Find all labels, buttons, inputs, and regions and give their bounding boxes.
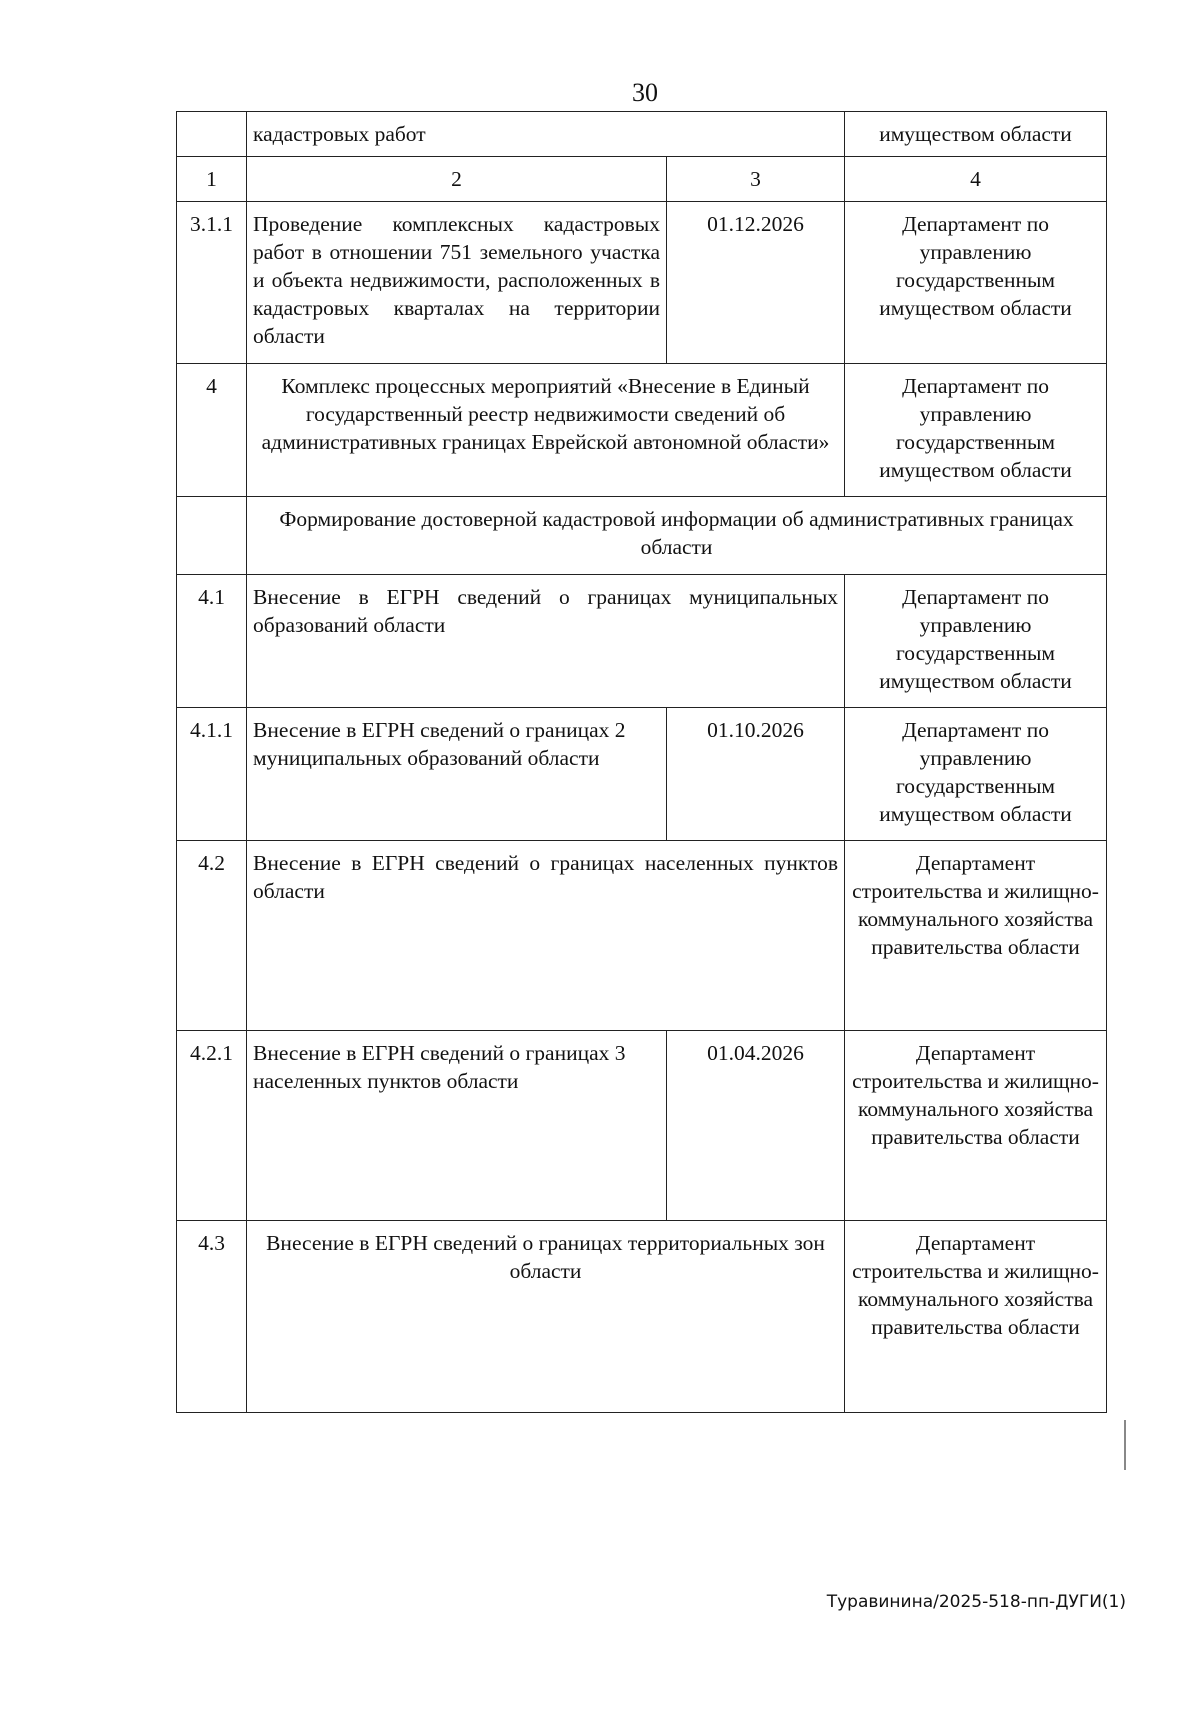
table-row — [177, 364, 1107, 497]
page-number: 30 — [632, 78, 658, 107]
cell-date: 01.04.2026 — [667, 1031, 845, 1221]
cell-num: 4.3 — [177, 1221, 247, 1413]
cell-responsible: Департамент по управлению государственным имуществом области — [845, 364, 1107, 497]
cell-num: 4.2.1 — [177, 1031, 247, 1221]
cell-num: 4.1 — [177, 575, 247, 708]
cell-date: 01.12.2026 — [667, 202, 845, 364]
table-row — [177, 841, 1107, 1031]
measures-table — [176, 111, 1107, 1413]
cell-responsible: имуществом области — [845, 112, 1107, 157]
cell-text: кадастровых работ — [247, 112, 845, 157]
table-row — [177, 1031, 1107, 1221]
column-number-2: 2 — [247, 157, 667, 202]
cell-responsible: Департамент по управлению государственным имуществом области — [845, 202, 1107, 364]
cell-responsible: Департамент по управлению государственным имуществом области — [845, 575, 1107, 708]
table-header-row — [177, 157, 1107, 202]
cell-responsible: Департамент строительства и жилищно-коммунального хозяйства правительства области — [845, 1221, 1107, 1413]
cell-responsible: Департамент строительства и жилищно-коммунального хозяйства правительства области — [845, 841, 1107, 1031]
cell-text: Внесение в ЕГРН сведений о границах 3 населенных пунктов области — [247, 1031, 667, 1221]
column-number-3: 3 — [667, 157, 845, 202]
column-number-4: 4 — [845, 157, 1107, 202]
table-row — [177, 202, 1107, 364]
cell-responsible: Департамент строительства и жилищно-коммунального хозяйства правительства области — [845, 1031, 1107, 1221]
cell-num — [177, 112, 247, 157]
cell-text: Внесение в ЕГРН сведений о границах 2 муниципальных образований области — [247, 708, 667, 841]
cell-num: 4.2 — [177, 841, 247, 1031]
cell-num: 4 — [177, 364, 247, 497]
section-title: Формирование достоверной кадастровой информации об административных границах области — [247, 497, 1107, 575]
cell-num — [177, 497, 247, 575]
table-continuation-row — [177, 112, 1107, 157]
scan-mark — [1124, 1420, 1126, 1470]
cell-date: 01.10.2026 — [667, 708, 845, 841]
column-number-1: 1 — [177, 157, 247, 202]
cell-responsible: Департамент по управлению государственным имуществом области — [845, 708, 1107, 841]
cell-num: 4.1.1 — [177, 708, 247, 841]
section-row — [177, 497, 1107, 575]
table-row — [177, 575, 1107, 708]
cell-text: Внесение в ЕГРН сведений о границах территориальных зон области — [247, 1221, 845, 1413]
document-code: Туравинина/2025-518-пп-ДУГИ(1) — [826, 1592, 1126, 1612]
table-row — [177, 1221, 1107, 1413]
cell-text: Комплекс процессных мероприятий «Внесение в Единый государственный реестр недвижимости сведений об административных границах Еврейской автономной области» — [247, 364, 845, 497]
table-row — [177, 708, 1107, 841]
cell-text: Проведение комплексных кадастровых работ в отношении 751 земельного участка и объекта недвижимости, расположенных в кадастровых кварталах на территории области — [247, 202, 667, 364]
cell-text: Внесение в ЕГРН сведений о границах муниципальных образований области — [247, 575, 845, 708]
cell-num: 3.1.1 — [177, 202, 247, 364]
cell-text: Внесение в ЕГРН сведений о границах населенных пунктов области — [247, 841, 845, 1031]
